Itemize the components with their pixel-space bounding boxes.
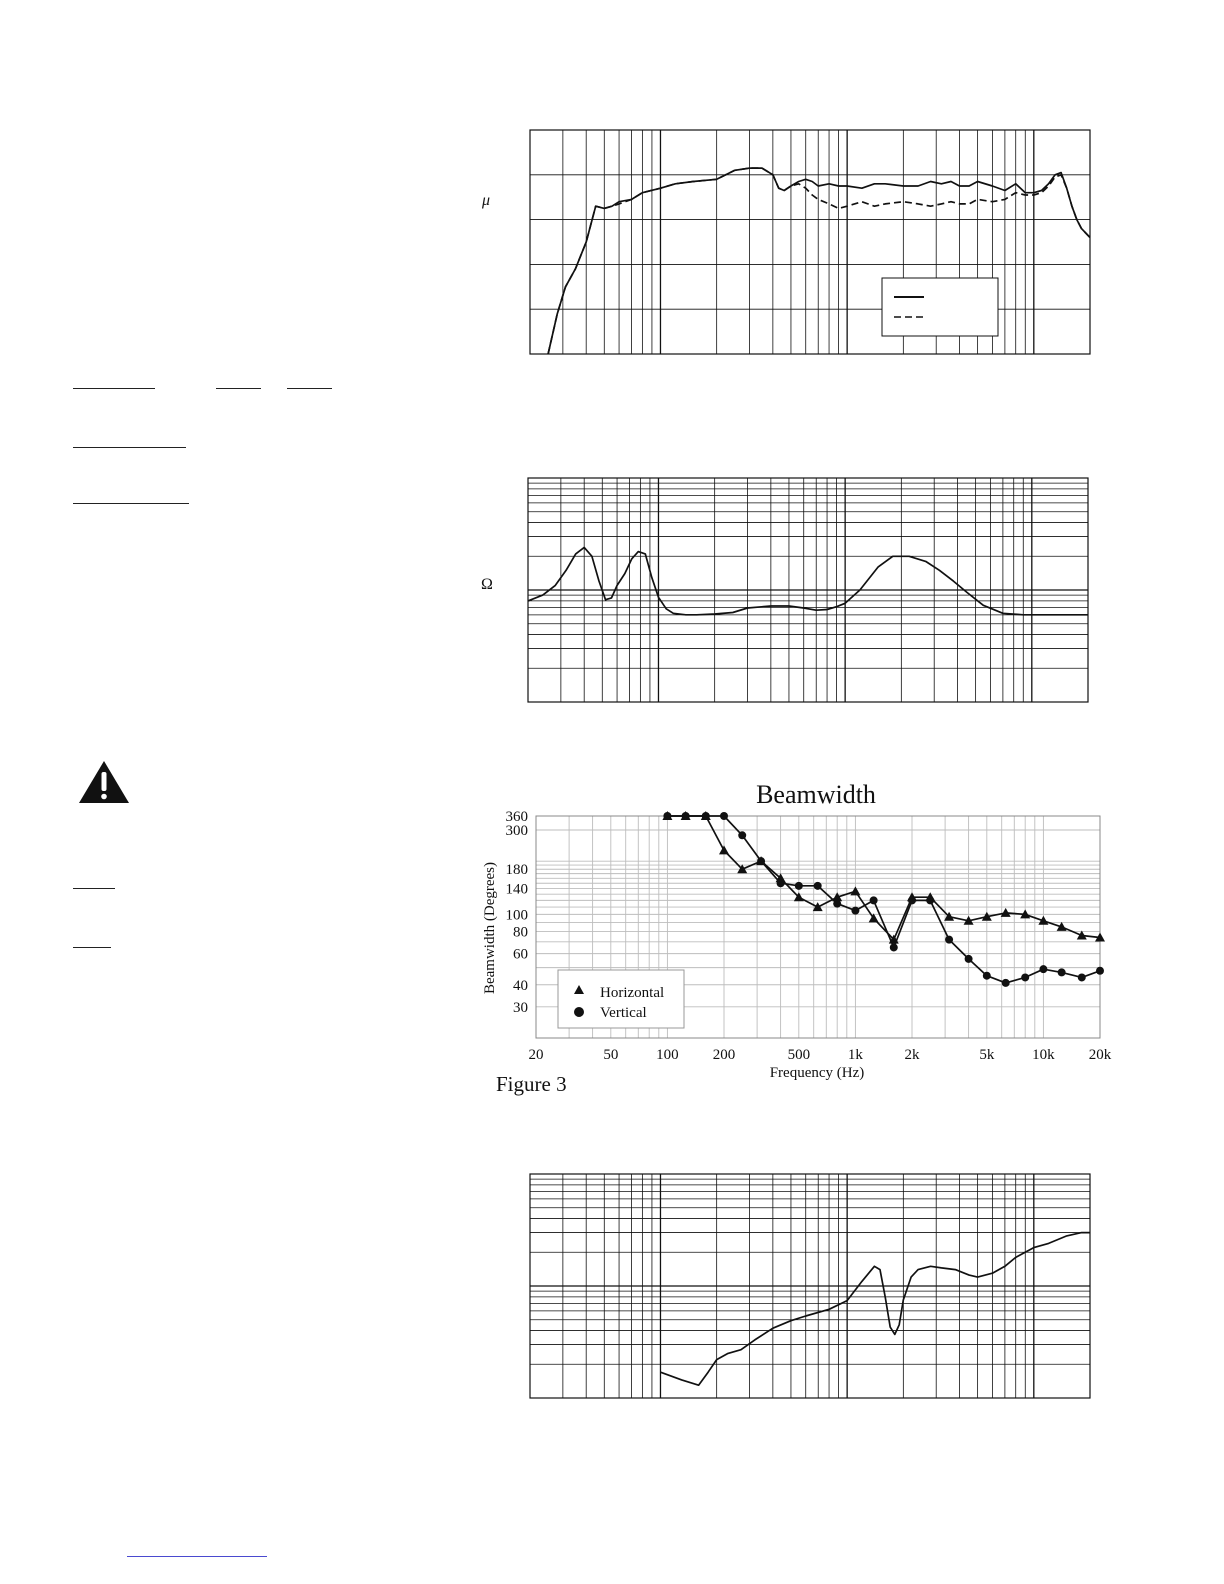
x-tick-label: 10k xyxy=(1032,1047,1055,1063)
data-point-vertical xyxy=(833,900,841,908)
series-line-solid xyxy=(528,547,1088,614)
series-line-solid xyxy=(548,168,1090,354)
y-axis-label: Beamwidth (Degrees) xyxy=(482,861,498,995)
legend-marker-circle xyxy=(574,1007,584,1017)
y-tick-label: 100 xyxy=(505,907,528,924)
legend xyxy=(558,970,684,1028)
x-tick-label: 1k xyxy=(847,1047,863,1063)
data-point-vertical xyxy=(795,882,803,890)
underline-rule xyxy=(287,388,332,389)
series-lines xyxy=(528,547,1088,614)
y-tick-label: 360 xyxy=(505,809,528,825)
data-point-vertical xyxy=(757,857,765,865)
x-tick-label: 200 xyxy=(712,1047,736,1063)
group-delay-chart xyxy=(520,1164,1100,1409)
y-tick-label: 30 xyxy=(513,999,528,1016)
data-point-vertical xyxy=(983,972,991,980)
impedance-chart xyxy=(518,468,1098,713)
underline-rule xyxy=(73,447,186,448)
legend-label-horizontal: Horizontal xyxy=(600,985,665,1001)
series-lines xyxy=(548,168,1090,354)
plot-area xyxy=(530,1174,1090,1398)
underline-rule xyxy=(73,503,189,504)
data-point-vertical xyxy=(720,812,728,820)
mu-symbol: μ xyxy=(482,192,491,209)
data-point-horizontal xyxy=(850,886,860,895)
data-point-vertical xyxy=(1021,973,1029,981)
data-point-vertical xyxy=(682,812,690,820)
data-point-vertical xyxy=(1078,973,1086,981)
data-point-vertical xyxy=(738,831,746,839)
y-tick-labels xyxy=(506,809,529,1016)
y-tick-label: 80 xyxy=(513,924,528,941)
data-point-vertical xyxy=(851,907,859,915)
data-point-vertical xyxy=(926,896,934,904)
data-point-vertical xyxy=(1002,979,1010,987)
y-tick-label: 60 xyxy=(513,946,528,963)
data-point-horizontal xyxy=(719,845,729,854)
x-tick-label: 2k xyxy=(904,1047,920,1063)
y-tick-label: 180 xyxy=(505,862,528,879)
legend-label-vertical: Vertical xyxy=(600,1005,647,1021)
underline-rule xyxy=(73,388,155,389)
series-line-dashed xyxy=(548,168,1090,354)
data-point-vertical xyxy=(777,879,785,887)
x-tick-label: 100 xyxy=(656,1047,679,1063)
data-point-vertical xyxy=(908,896,916,904)
data-point-vertical xyxy=(1058,968,1066,976)
grid xyxy=(530,1174,1090,1398)
data-point-vertical xyxy=(663,812,671,820)
data-point-vertical xyxy=(1039,965,1047,973)
x-axis-label: Frequency (Hz) xyxy=(769,1065,865,1081)
underline-rule xyxy=(73,888,115,889)
data-point-vertical xyxy=(814,882,822,890)
frequency-response-chart xyxy=(520,120,1100,365)
data-point-vertical xyxy=(702,812,710,820)
x-tick-label: 20k xyxy=(1088,1047,1112,1063)
y-tick-label: 40 xyxy=(513,977,528,994)
grid xyxy=(528,478,1088,702)
x-tick-label: 50 xyxy=(603,1047,619,1063)
chart-title: Beamwidth xyxy=(756,780,876,809)
plot-area xyxy=(528,478,1088,702)
legend-box xyxy=(882,278,998,336)
data-point-vertical xyxy=(1096,967,1104,975)
y-tick-label: 300 xyxy=(505,823,528,840)
plot-area xyxy=(530,130,1090,354)
beamwidth-chart xyxy=(470,770,1130,1110)
x-tick-label: 5k xyxy=(979,1047,995,1063)
legend xyxy=(882,278,998,336)
grid xyxy=(530,130,1090,354)
underline-rule xyxy=(216,388,261,389)
ohm-symbol: Ω xyxy=(481,576,493,593)
figure-caption: Figure 3 xyxy=(496,1072,567,1096)
y-tick-label: 140 xyxy=(505,881,528,898)
underline-rule xyxy=(73,947,111,948)
data-point-vertical xyxy=(890,943,898,951)
x-tick-label: 500 xyxy=(787,1047,811,1063)
footer-link-underline[interactable] xyxy=(127,1556,267,1557)
data-point-vertical xyxy=(870,896,878,904)
data-point-vertical xyxy=(965,955,973,963)
x-tick-labels xyxy=(529,1047,1112,1063)
data-point-vertical xyxy=(945,936,953,944)
plot-frame xyxy=(530,130,1090,354)
data-point-horizontal xyxy=(813,902,823,911)
data-markers xyxy=(662,811,1105,987)
warning-triangle-icon xyxy=(78,760,130,804)
x-tick-label: 20 xyxy=(528,1047,544,1063)
